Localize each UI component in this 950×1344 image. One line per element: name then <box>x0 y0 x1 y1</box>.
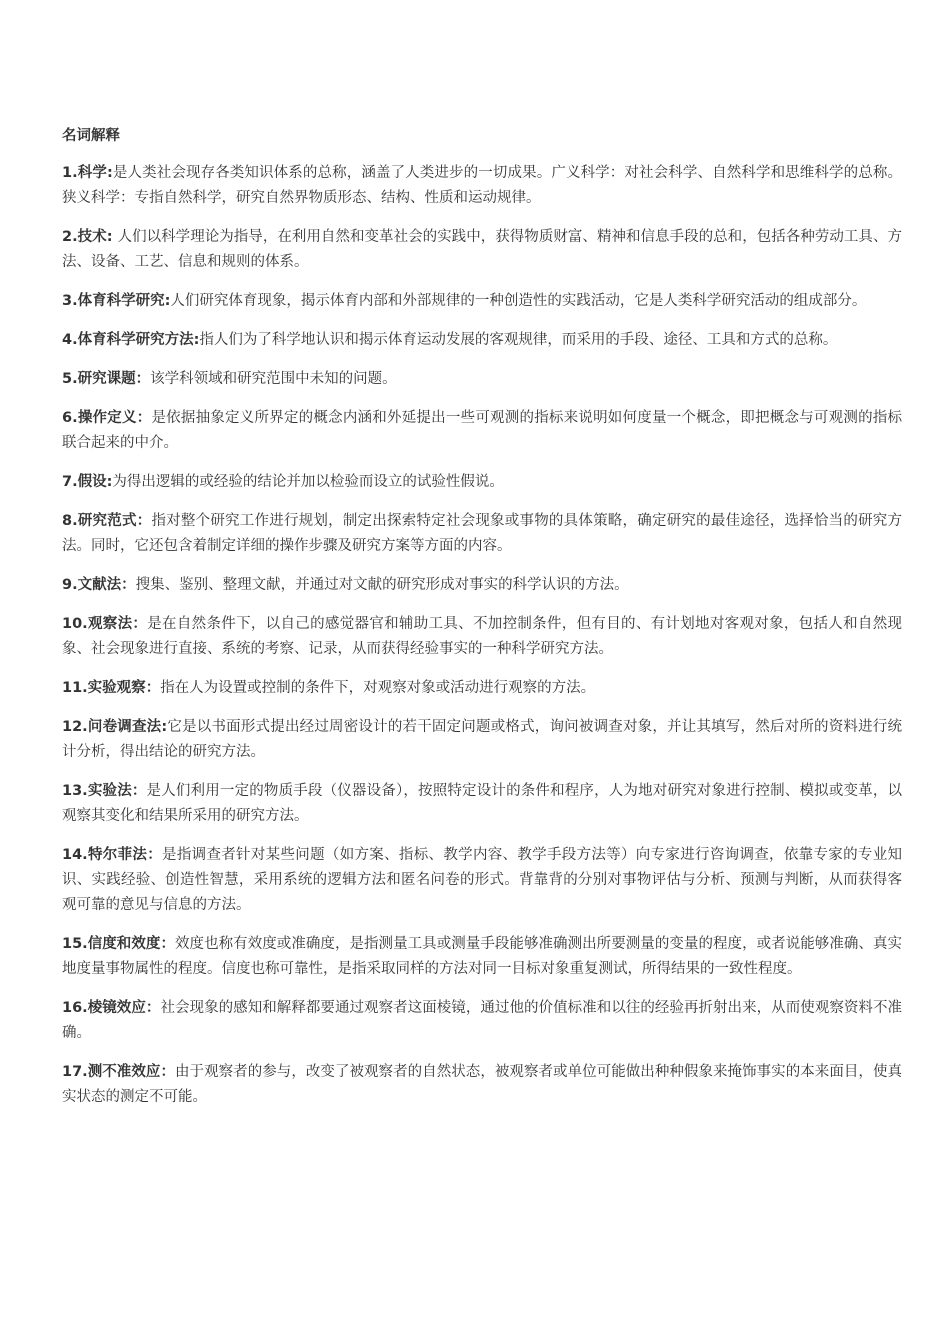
entry-term: 6.操作定义 <box>62 410 137 426</box>
entry-definition: 它是以书面形式提出经过周密设计的若干固定问题或格式，询问被调查对象，并让其填写，然后对所的资料进行统计分析，得出结论的研究方法。 <box>62 719 903 760</box>
entry-term: 7.假设 <box>62 474 107 490</box>
entry-separator: ： <box>145 680 161 696</box>
entry-definition: 社会现象的感知和解释都要通过观察者这面棱镜，通过他的价值标准和以往的经验再折射出来，从而使观察资料不准确。 <box>62 1000 903 1041</box>
entry-separator: ： <box>135 371 151 387</box>
entry-definition: 由于观察者的参与，改变了被观察者的自然状态，被观察者或单位可能做出种种假象来掩饰事实的本来面目，使真实状态的测定不可能。 <box>62 1064 903 1105</box>
entry-definition: 是人们利用一定的物质手段（仪器设备），按照特定设计的条件和程序，人为地对研究对象进行控制、模拟或变革，以观察其变化和结果所采用的研究方法。 <box>62 783 903 824</box>
definition-entry <box>62 225 902 275</box>
entry-term: 9.文献法 <box>62 577 122 593</box>
definition-entry <box>62 289 902 314</box>
definition-entry <box>62 779 902 829</box>
entry-term: 4.体育科学研究方法 <box>62 332 194 348</box>
definition-entry <box>62 676 902 701</box>
entry-separator: : <box>161 719 168 735</box>
document-title: 名词解释 <box>62 128 120 144</box>
definition-entry <box>62 328 902 353</box>
definition-entry <box>62 573 902 598</box>
entry-term: 11.实验观察 <box>62 680 146 696</box>
entry-separator: ： <box>132 616 148 632</box>
entry-separator: ： <box>136 410 152 426</box>
definition-entry <box>62 715 902 765</box>
entry-definition: 该学科领域和研究范围中未知的问题。 <box>150 371 397 387</box>
definition-entry <box>62 367 902 392</box>
entry-term: 1.科学 <box>62 165 107 181</box>
definition-entry <box>62 509 902 559</box>
entry-separator: : <box>106 165 113 181</box>
entry-separator: ： <box>147 847 163 863</box>
entry-definition: 为得出逻辑的或经验的结论并加以检验而设立的试验性假说。 <box>112 474 504 490</box>
definition-entry <box>62 996 902 1046</box>
entry-separator: ： <box>131 783 147 799</box>
entry-separator: ： <box>136 513 152 529</box>
entry-separator: ： <box>121 577 136 593</box>
entry-term: 3.体育科学研究: <box>62 293 171 309</box>
entry-definition: 人们研究体育现象，揭示体育内部和外部规律的一种创造性的实践活动，它是人类科学研究活动的组成部分。 <box>170 293 867 309</box>
entry-definition: 效度也称有效度或准确度，是指测量工具或测量手段能够准确测出所要测量的变量的程度，或者说能够准确、真实地度量事物属性的程度。信度也称可靠性，是指采取同样的方法对同一目标对象重复测试，所得结果的一致性程度。 <box>62 936 903 977</box>
entry-separator: : <box>106 474 113 490</box>
entry-separator: ： <box>145 1000 161 1016</box>
entry-separator: : <box>193 332 200 348</box>
entry-definition: 指人们为了科学地认识和揭示体育运动发展的客观规律，而采用的手段、途径、工具和方式的总称。 <box>199 332 838 348</box>
definition-entry <box>62 843 902 918</box>
entry-definition: 是依据抽象定义所界定的概念内涵和外延提出一些可观测的指标来说明如何度量一个概念，即把概念与可观测的指标联合起来的中介。 <box>62 410 903 451</box>
entry-term: 15.信度和效度 <box>62 936 161 952</box>
entry-term: 12.问卷调查法 <box>62 719 162 735</box>
entry-definition: 是人类社会现存各类知识体系的总称，涵盖了人类进步的一切成果。广义科学：对社会科学、自然科学和思维科学的总称。 狭义科学：专指自然科学，研究自然界物质形态、结构、性质和运动规律。 <box>62 165 902 206</box>
entry-separator: : <box>106 229 118 245</box>
entry-definition: 指在人为设置或控制的条件下，对观察对象或活动进行观察的方法。 <box>160 680 596 696</box>
definition-entry <box>62 612 902 662</box>
entry-separator: ： <box>160 1064 175 1080</box>
entry-definition: 是在自然条件下，以自己的感觉器官和辅助工具、不加控制条件，但有目的、有计划地对客观对象，包括人和自然现象、社会现象进行直接、系统的考察、记录，从而获得经验事实的一种科学研究方法。 <box>62 616 903 657</box>
entry-definition: 指对整个研究工作进行规划，制定出探索特定社会现象或事物的具体策略，确定研究的最佳途径，选择恰当的研究方法。同时，它还包含着制定详细的操作步骤及研究方案等方面的内容。 <box>62 513 903 554</box>
entry-term: 8.研究范式 <box>62 513 137 529</box>
entry-definition: 人们以科学理论为指导，在利用自然和变革社会的实践中，获得物质财富、精神和信息手段的总和，包括各种劳动工具、方法、设备、工艺、信息和规则的体系。 <box>62 229 902 270</box>
definition-entry <box>62 932 902 982</box>
entry-term: 16.棱镜效应 <box>62 1000 146 1016</box>
definition-entry <box>62 161 902 211</box>
entry-definition: 搜集、鉴别、整理文献，并通过对文献的研究形成对事实的科学认识的方法。 <box>135 577 629 593</box>
entry-definition: 是指调查者针对某些问题（如方案、指标、教学内容、教学手段方法等）向专家进行咨询调查，依靠专家的专业知识、实践经验、创造性智慧，采用系统的逻辑方法和匿名问卷的形式。背靠背的分别对事物评估与分析、预测与判断，从而获得客观可靠的意见与信息的方法。 <box>62 847 903 913</box>
definition-entry <box>62 470 902 495</box>
entry-term: 2.技术 <box>62 229 107 245</box>
entry-term: 17.测不准效应 <box>62 1064 161 1080</box>
document-page <box>62 124 902 1124</box>
entry-separator: ： <box>160 936 175 952</box>
definition-entry <box>62 406 902 456</box>
definition-entry <box>62 1060 902 1110</box>
entry-term: 5.研究课题 <box>62 371 136 387</box>
entry-term: 10.观察法 <box>62 616 133 632</box>
entry-term: 14.特尔菲法 <box>62 847 148 863</box>
entry-term: 13.实验法 <box>62 783 132 799</box>
